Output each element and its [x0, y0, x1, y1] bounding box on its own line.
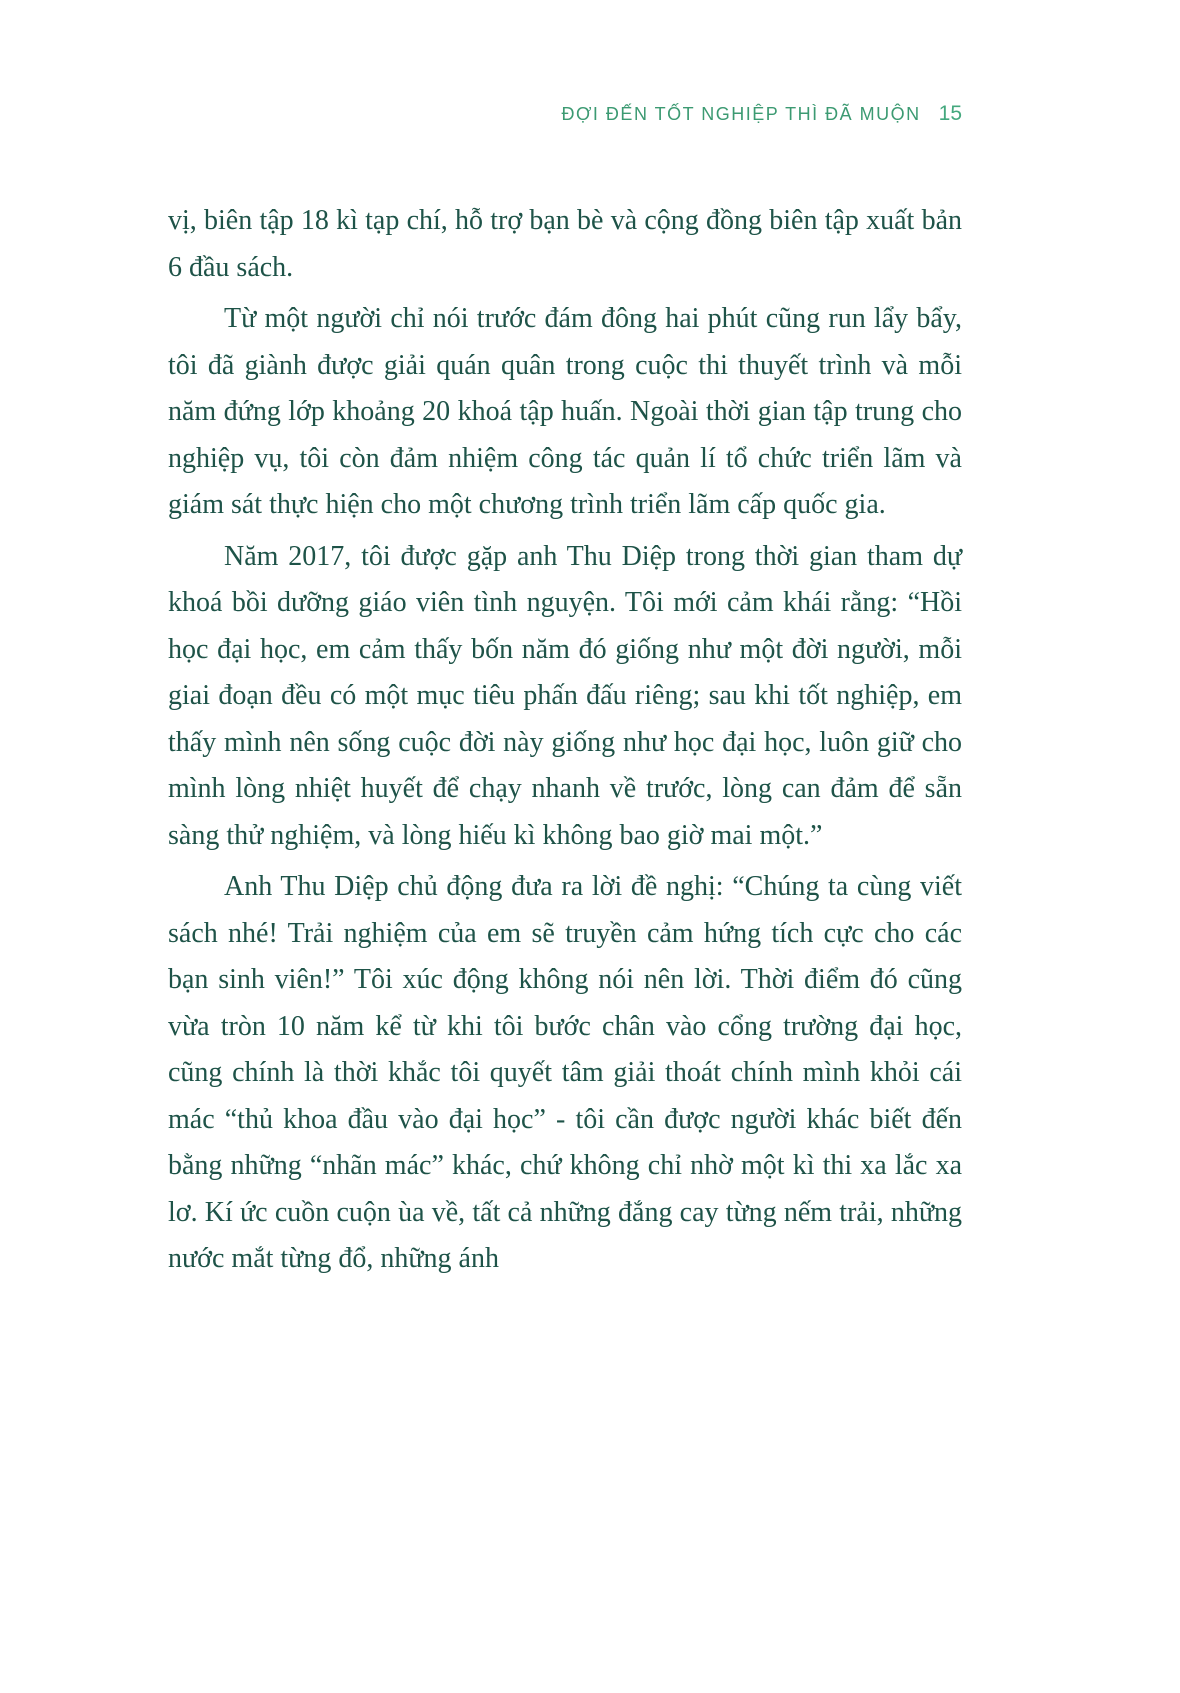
page-number: 15	[938, 102, 962, 125]
paragraph: vị, biên tập 18 kì tạp chí, hỗ trợ bạn bè và cộng đồng biên tập xuất bản 6 đầu sách.	[168, 205, 962, 283]
paragraph: Anh Thu Diệp chủ động đưa ra lời đề nghị: “Chúng ta cùng viết sách nhé! Trải nghiệm của em sẽ truyền cảm hứng tích cực cho các bạn sinh viên!” Tôi xúc động không nói nên lời. Thời điểm đó cũng vừa tròn 10 năm kể từ khi tôi bước chân vào cổng trường đại học, cũng chính là thời khắc tôi quyết tâm giải thoát chính mình khỏi cái mác “thủ khoa đầu vào đại học” - tôi cần được người khác biết đến bằng những “nhãn mác” khác, chứ không chỉ nhờ một kì thi xa lắc xa lơ. Kí ức cuồn cuộn ùa về, tất cả những đắng cay từng nếm trải, những nước mắt từng đổ, những ánh	[168, 871, 962, 1274]
running-header	[562, 102, 963, 126]
running-header-title: ĐỢI ĐẾN TỐT NGHIỆP THÌ ĐÃ MUỘN	[561, 104, 921, 124]
paragraph: Từ một người chỉ nói trước đám đông hai phút cũng run lẩy bẩy, tôi đã giành được giải quán quân trong cuộc thi thuyết trình và mỗi năm đứng lớp khoảng 20 khoá tập huấn. Ngoài thời gian tập trung cho nghiệp vụ, tôi còn đảm nhiệm công tác quản lí tổ chức triển lãm và giám sát thực hiện cho một chương trình triển lãm cấp quốc gia.	[168, 303, 962, 520]
body-text-block	[168, 198, 962, 1288]
paragraph: Năm 2017, tôi được gặp anh Thu Diệp trong thời gian tham dự khoá bồi dưỡng giáo viên tình nguyện. Tôi mới cảm khái rằng: “Hồi học đại học, em cảm thấy bốn năm đó giống như một đời người, mỗi giai đoạn đều có một mục tiêu phấn đấu riêng; sau khi tốt nghiệp, em thấy mình nên sống cuộc đời này giống như học đại học, luôn giữ cho mình lòng nhiệt huyết để chạy nhanh về trước, lòng can đảm để sẵn sàng thử nghiệm, và lòng hiếu kì không bao giờ mai một.”	[168, 540, 962, 851]
